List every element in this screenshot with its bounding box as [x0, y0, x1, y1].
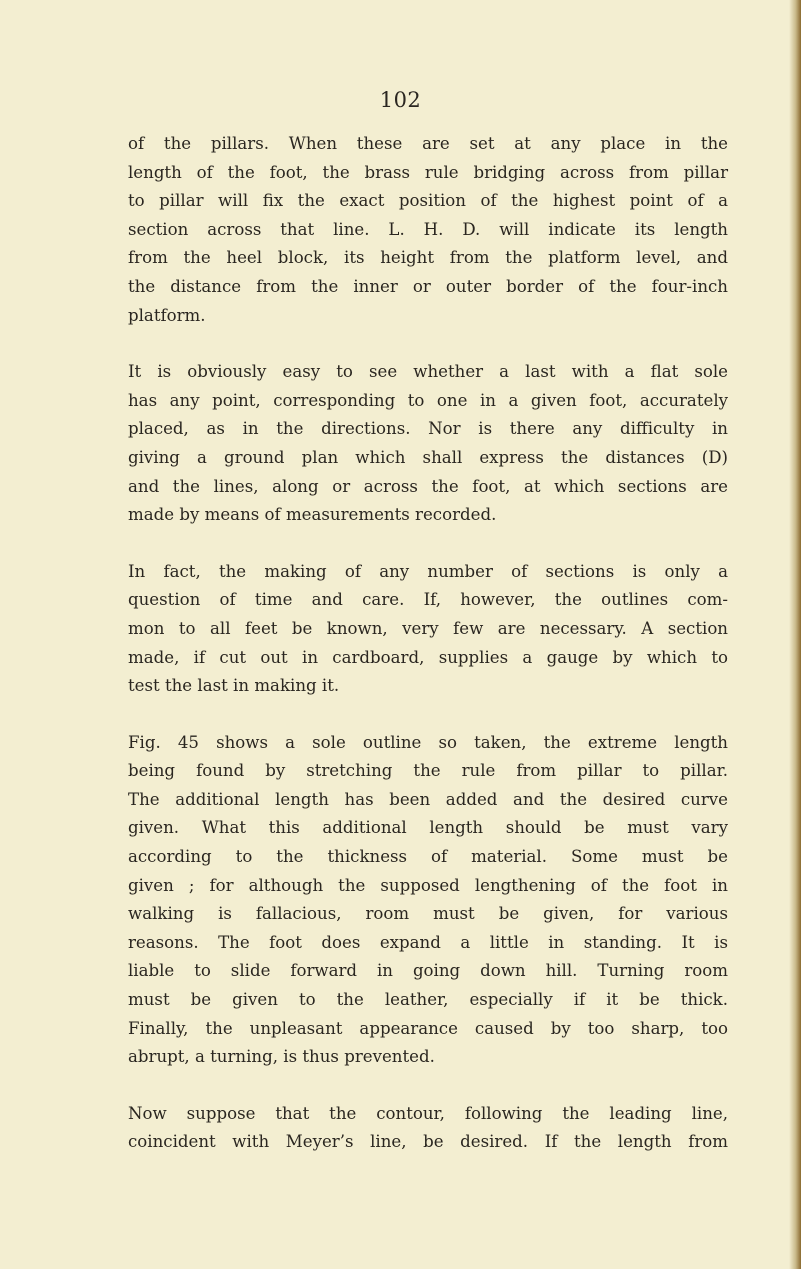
text-line: to pillar will fix the exact position of the highest point of a — [128, 191, 728, 211]
text-line: coincident with Meyer’s line, be desired. If the length from — [128, 1132, 728, 1152]
text-line: and the lines, along or across the foot, at which sections are — [128, 476, 728, 496]
text-line: Fig. 45 shows a sole outline so taken, the extreme length — [128, 732, 728, 752]
text-line: must be given to the leather, especially if it be thick. — [128, 990, 728, 1010]
text-line: placed, as in the directions. Nor is there any difficulty in — [128, 419, 728, 439]
text-line: reasons. The foot does expand a little in standing. It is — [128, 932, 728, 952]
text-line: It is obviously easy to see whether a last with a flat sole — [128, 362, 728, 382]
text-line: the distance from the inner or outer border of the four-inch — [128, 276, 728, 296]
text-line: length of the foot, the brass rule bridging across from pillar — [128, 162, 728, 182]
text-line: test the last in making it. — [128, 676, 340, 696]
text-line: given ; for although the supposed lengthening of the foot in — [128, 875, 728, 895]
text-line: abrupt, a turning, is thus prevented. — [128, 1047, 435, 1067]
text-line: being found by stretching the rule from pillar to pillar. — [128, 761, 728, 781]
paragraph — [128, 130, 728, 330]
paragraph — [128, 729, 728, 1072]
paragraph — [128, 558, 728, 701]
page-edge-shadow — [789, 0, 801, 1269]
page-number: 102 — [379, 88, 422, 112]
text-line: according to the thickness of material. Some must be — [128, 847, 728, 867]
paragraph — [128, 1100, 728, 1157]
text-line: of the pillars. When these are set at any place in the — [128, 134, 728, 153]
text-line: giving a ground plan which shall express the distances (D) — [128, 447, 728, 467]
text-line: Now suppose that the contour, following the leading line, — [128, 1103, 728, 1123]
text-line: given. What this additional length should be must vary — [128, 818, 728, 838]
text-line: liable to slide forward in going down hill. Turning room — [128, 961, 728, 981]
text-line: walking is fallacious, room must be given, for various — [128, 904, 728, 924]
text-line: has any point, corresponding to one in a given foot, accurately — [128, 390, 728, 410]
text-line: Finally, the unpleasant appearance caused by too sharp, too — [128, 1018, 728, 1038]
text-line: from the heel block, its height from the platform level, and — [128, 248, 728, 268]
text-line: The additional length has been added and the desired curve — [128, 789, 728, 809]
paragraph — [128, 358, 728, 530]
text-line: made by means of measurements recorded. — [128, 505, 497, 525]
text-line: made, if cut out in cardboard, supplies a gauge by which to — [128, 647, 728, 667]
body-text — [128, 130, 728, 1185]
text-line: mon to all feet be known, very few are necessary. A section — [128, 618, 728, 638]
text-line: question of time and care. If, however, the outlines com- — [128, 590, 728, 610]
text-line: platform. — [128, 305, 206, 325]
text-line: section across that line. L. H. D. will indicate its length — [128, 219, 728, 239]
text-line: In fact, the making of any number of sections is only a — [128, 561, 728, 581]
